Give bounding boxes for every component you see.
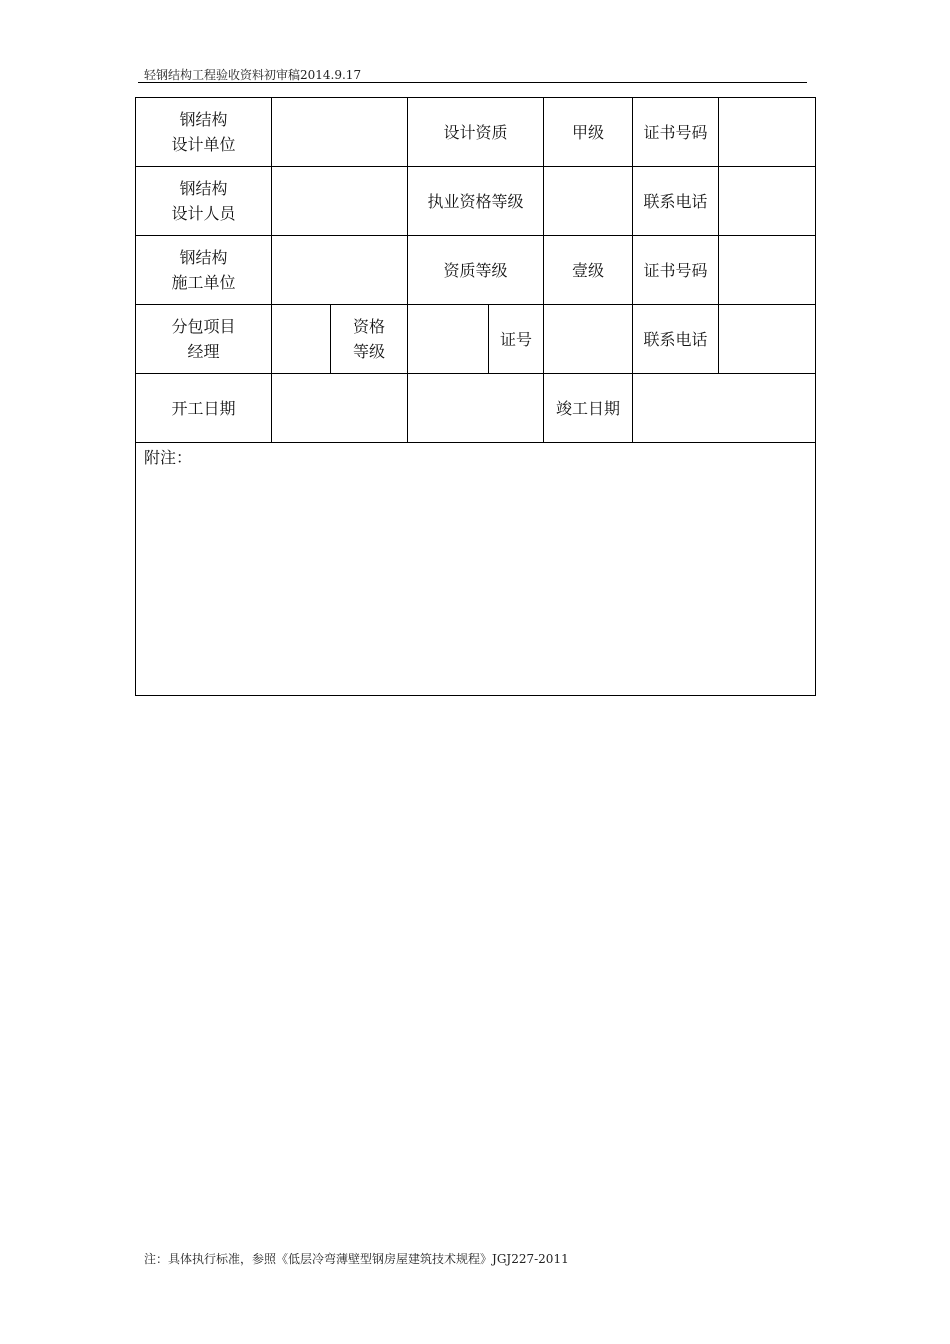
label-subcontract-manager: 分包项目 经理 xyxy=(136,305,272,374)
notes-cell[interactable] xyxy=(136,443,816,696)
start-date-value[interactable] xyxy=(272,374,408,443)
notes-label: 附注： xyxy=(144,448,193,467)
label-contact-phone: 联系电话 xyxy=(633,167,719,236)
label-certificate-id: 证号 xyxy=(489,305,544,374)
contact-phone-value-2[interactable] xyxy=(719,305,816,374)
label-contact-phone-2: 联系电话 xyxy=(633,305,719,374)
label-design-qualification: 设计资质 xyxy=(408,98,544,167)
label-certificate-number: 证书号码 xyxy=(633,98,719,167)
label-design-unit: 钢结构 设计单位 xyxy=(136,98,272,167)
construction-unit-value[interactable] xyxy=(272,236,408,305)
acceptance-form-table xyxy=(135,97,816,696)
header-divider xyxy=(138,82,807,83)
table-row-construction-unit xyxy=(136,236,816,305)
design-qualification-value[interactable]: 甲级 xyxy=(544,98,633,167)
table-row-design-unit xyxy=(136,98,816,167)
certificate-number-value[interactable] xyxy=(719,98,816,167)
certificate-id-value[interactable] xyxy=(544,305,633,374)
label-practice-qualification-level: 执业资格等级 xyxy=(408,167,544,236)
label-designer: 钢结构 设计人员 xyxy=(136,167,272,236)
table-row-subcontract-manager xyxy=(136,305,816,374)
table-row-designer xyxy=(136,167,816,236)
table-row-dates xyxy=(136,374,816,443)
label-start-date: 开工日期 xyxy=(136,374,272,443)
designer-value[interactable] xyxy=(272,167,408,236)
completion-date-value[interactable] xyxy=(633,374,816,443)
footer-note: 注：具体执行标准，参照《低层冷弯薄壁型钢房屋建筑技术规程》JGJ227-2011 xyxy=(144,1252,569,1266)
design-unit-value[interactable] xyxy=(272,98,408,167)
contact-phone-value[interactable] xyxy=(719,167,816,236)
start-date-value-2[interactable] xyxy=(408,374,544,443)
practice-qualification-level-value[interactable] xyxy=(544,167,633,236)
certificate-number-value-2[interactable] xyxy=(719,236,816,305)
label-qualification-grade: 资格 等级 xyxy=(331,305,408,374)
subcontract-manager-value[interactable] xyxy=(272,305,331,374)
label-qualification-level: 资质等级 xyxy=(408,236,544,305)
table-row-notes xyxy=(136,443,816,696)
label-certificate-number-2: 证书号码 xyxy=(633,236,719,305)
label-construction-unit: 钢结构 施工单位 xyxy=(136,236,272,305)
document-header-title: 轻钢结构工程验收资料初审稿2014.9.17 xyxy=(144,68,362,82)
label-completion-date: 竣工日期 xyxy=(544,374,633,443)
qualification-level-value[interactable]: 壹级 xyxy=(544,236,633,305)
qualification-grade-value[interactable] xyxy=(408,305,489,374)
